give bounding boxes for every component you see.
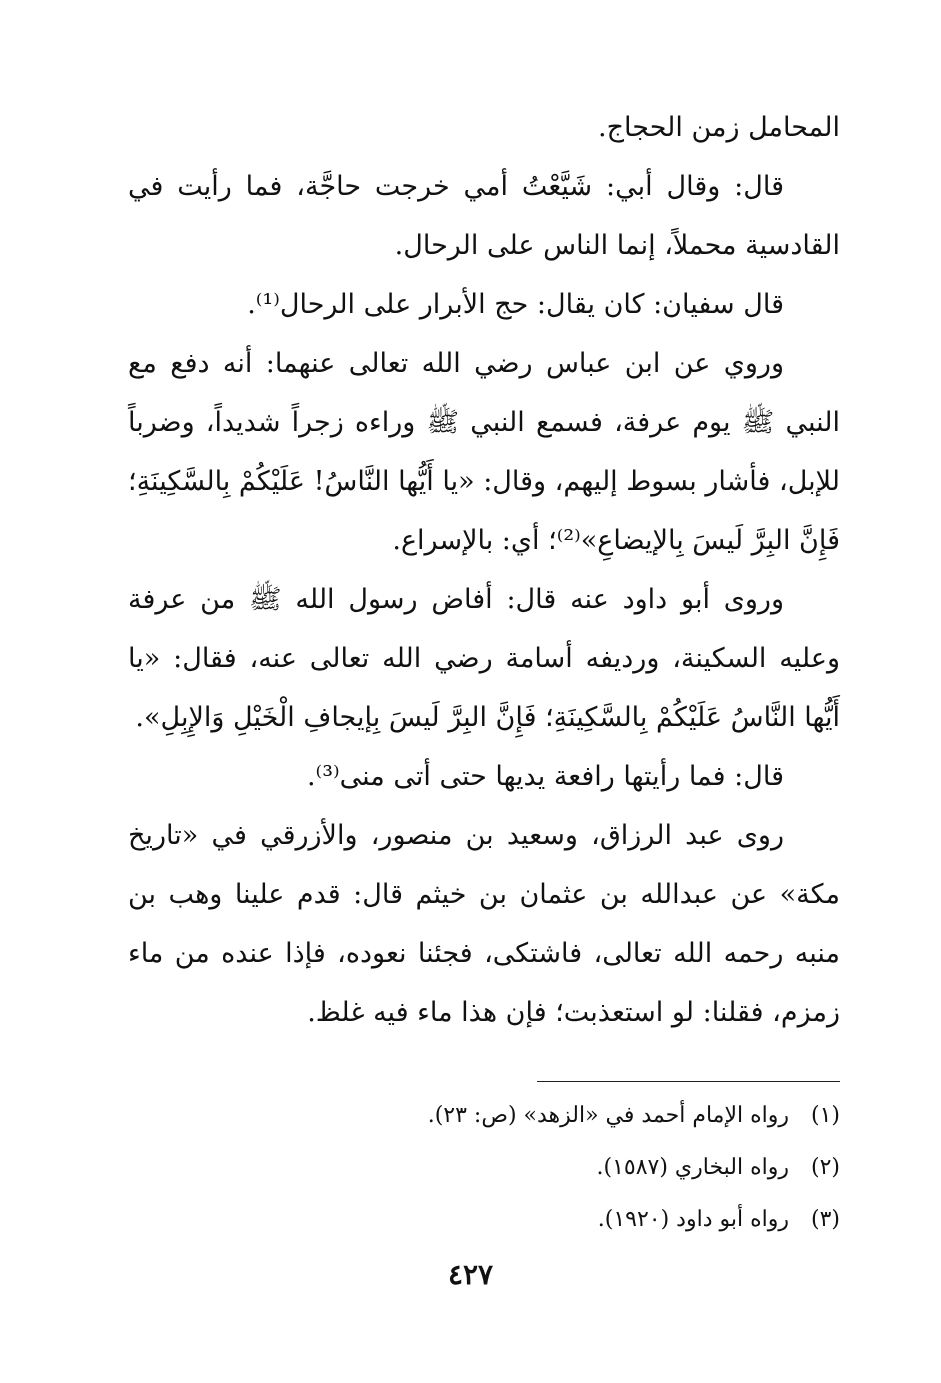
footnote-number: (١) [810,1103,840,1128]
footnote-divider [537,1081,840,1082]
footnote-text: رواه أبو داود (١٩٢٠). [597,1207,789,1232]
footnote-text: رواه الإمام أحمد في «الزهد» (ص: ٢٣). [427,1103,789,1128]
footnote-1 [128,1090,840,1142]
paragraph-1: المحامل زمن الحجاج. [598,112,840,143]
footnote-number: (٢) [810,1155,840,1180]
main-text [128,98,840,1042]
paragraph-2: قال: وقال أبي: شَيَّعْتُ أمي خرجت حاجَّة، فما رأيت في القادسية محملاً، إنما الناس على الرحال. [128,171,840,261]
paragraph-6: قال: فما رأيتها رافعة يديها حتى أتى منى⁽³⁾. [306,761,784,792]
footnote-2 [128,1142,840,1194]
paragraph-4: وروي عن ابن عباس رضي الله تعالى عنهما: أنه دفع مع النبي ﷺ يوم عرفة، فسمع النبي ﷺ وراءه زجراً شديداً، وضرباً للإبل، فأشار بسوط إليهم، وقال: «يا أَيُّها النَّاسُ! عَلَيْكُمْ بِالسَّكِينَةِ؛ فَإِنَّ البِرَّ لَيسَ بِالإيضاعِ»⁽²⁾؛ أي: بالإسراع. [128,348,840,556]
paragraph-7: روى عبد الرزاق، وسعيد بن منصور، والأزرقي في «تاريخ مكة» عن عبدالله بن عثمان بن خيثم قال: قدم علينا وهب بن منبه رحمه الله تعالى، فاشتكى، فجئنا نعوده، فإذا عنده من ماء زمزم، فقلنا: لو استعذبت؛ فإن هذا ماء فيه غلظ. [128,820,841,1028]
footnotes [128,1090,840,1246]
page-number: ٤٢٧ [447,1258,494,1291]
footnote-number: (٣) [810,1207,840,1232]
footnote-text: رواه البخاري (١٥٨٧). [596,1155,789,1180]
paragraph-5: وروى أبو داود عنه قال: أفاض رسول الله ﷺ من عرفة وعليه السكينة، ورديفه أسامة رضي الله تعالى عنه، فقال: «يا أَيُّها النَّاسُ عَلَيْكُمْ بِالسَّكِينَةِ؛ فَإِنَّ البِرَّ لَيسَ بِإيجافِ الْخَيْلِ وَالإِبِلِ». [128,584,840,733]
paragraph-3: قال سفيان: كان يقال: حج الأبرار على الرحال⁽¹⁾. [247,289,784,320]
footnote-3 [128,1194,840,1246]
